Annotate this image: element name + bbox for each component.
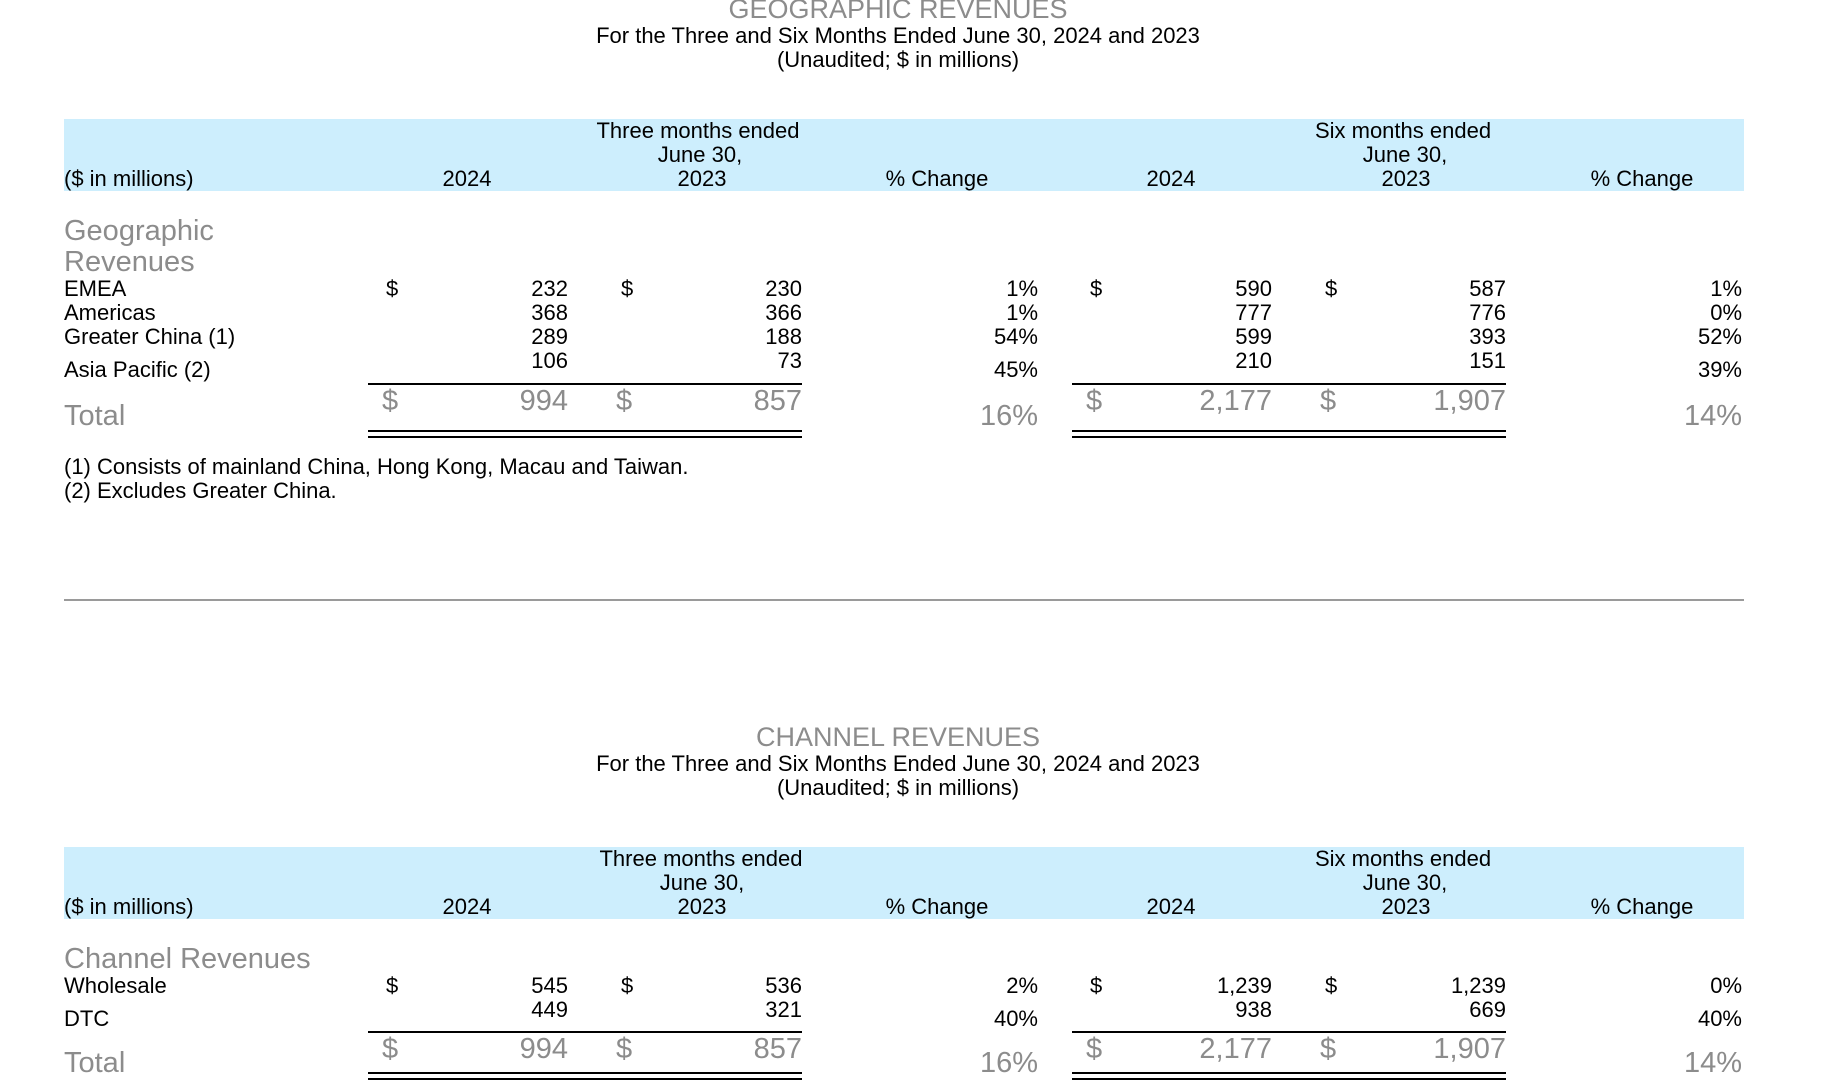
channel-total-six-2024: 2,177 xyxy=(1199,1033,1272,1065)
currency-symbol: $ xyxy=(1090,276,1103,301)
channel-cell-six-2024: 1,239 xyxy=(1216,973,1272,998)
geo-cell-six-pct: 0% xyxy=(1710,300,1742,325)
geo-section-title-2: Revenues xyxy=(64,246,195,278)
currency-symbol: $ xyxy=(621,973,634,998)
channel-header-2023-three: 2023 xyxy=(677,894,727,919)
channel-total-three-pct: 16% xyxy=(979,1047,1038,1079)
geo-cell-three-2023: 188 xyxy=(765,324,802,349)
geo-header-2024-six: 2024 xyxy=(1146,166,1196,191)
channel-header-three-months: Three months ended xyxy=(599,846,803,871)
channel-cell-six-2023: 669 xyxy=(1469,997,1506,1022)
geo-cell-three-2023: 73 xyxy=(777,348,802,373)
channel-cell-three-2024: 449 xyxy=(531,997,568,1022)
total-double-rule xyxy=(368,1072,802,1080)
channel-total-six-2023: 1,907 xyxy=(1433,1033,1506,1065)
geo-cell-six-2024: 599 xyxy=(1235,324,1272,349)
subtotal-rule xyxy=(368,1031,802,1033)
currency-symbol: $ xyxy=(386,276,399,301)
geo-total-three-2023: 857 xyxy=(753,385,802,417)
channel-cell-three-2024: 545 xyxy=(531,973,568,998)
total-double-rule xyxy=(368,430,802,438)
channel-subtitle: For the Three and Six Months Ended June 30, 2024 and 2023 xyxy=(596,751,1200,776)
channel-total-three-2023: 857 xyxy=(753,1033,802,1065)
geo-footnote-2: (2) Excludes Greater China. xyxy=(64,478,337,503)
geo-cell-six-2024: 590 xyxy=(1235,276,1272,301)
geo-total-three-2024: 994 xyxy=(519,385,568,417)
channel-header-2023-six: 2023 xyxy=(1381,894,1431,919)
section-divider xyxy=(64,599,1744,601)
channel-header-units: ($ in millions) xyxy=(64,894,194,919)
currency-symbol: $ xyxy=(1325,973,1338,998)
channel-total-label: Total xyxy=(64,1047,126,1079)
geo-total-label: Total xyxy=(64,400,126,432)
geo-header-three-months: Three months ended xyxy=(596,118,800,143)
geo-header-six-months: Six months ended xyxy=(1314,118,1492,143)
geo-cell-six-pct: 39% xyxy=(1697,357,1742,382)
geo-cell-six-pct: 52% xyxy=(1697,324,1742,349)
channel-subtitle-units: (Unaudited; $ in millions) xyxy=(776,775,1020,800)
currency-symbol: $ xyxy=(386,973,399,998)
channel-total-three-2024: 994 xyxy=(519,1033,568,1065)
geo-row-label: Greater China (1) xyxy=(64,324,236,349)
channel-title: CHANNEL REVENUES xyxy=(755,722,1041,752)
geo-total-three-pct: 16% xyxy=(979,400,1038,432)
channel-header-pct-three: % Change xyxy=(885,894,989,919)
geo-header-six-date: June 30, xyxy=(1362,142,1448,167)
geo-cell-three-pct: 1% xyxy=(1006,276,1038,301)
channel-section-title: Channel Revenues xyxy=(64,943,311,975)
channel-cell-six-pct: 0% xyxy=(1710,973,1742,998)
currency-symbol: $ xyxy=(1325,276,1338,301)
geo-cell-six-2024: 777 xyxy=(1235,300,1272,325)
subtotal-rule xyxy=(368,383,802,385)
currency-symbol: $ xyxy=(382,1033,399,1065)
geo-row-label: Asia Pacific (2) xyxy=(64,357,211,382)
channel-cell-six-2024: 938 xyxy=(1235,997,1272,1022)
geo-cell-three-pct: 45% xyxy=(993,357,1038,382)
geo-cell-three-pct: 1% xyxy=(1006,300,1038,325)
geo-total-six-2024: 2,177 xyxy=(1199,385,1272,417)
geo-total-six-2023: 1,907 xyxy=(1433,385,1506,417)
geo-header-pct-three: % Change xyxy=(885,166,989,191)
currency-symbol: $ xyxy=(1320,385,1337,417)
geo-header-pct-six: % Change xyxy=(1590,166,1694,191)
channel-row-label: DTC xyxy=(64,1006,110,1031)
geo-subtitle: For the Three and Six Months Ended June 30, 2024 and 2023 xyxy=(596,23,1200,48)
channel-cell-three-2023: 536 xyxy=(765,973,802,998)
geo-cell-six-2023: 776 xyxy=(1469,300,1506,325)
channel-header-six-months: Six months ended xyxy=(1314,846,1492,871)
geo-row-label: EMEA xyxy=(64,276,127,301)
channel-header-six-date: June 30, xyxy=(1362,870,1448,895)
channel-cell-three-pct: 2% xyxy=(1006,973,1038,998)
geo-cell-three-2024: 289 xyxy=(531,324,568,349)
geo-section-title: Geographic xyxy=(64,215,214,247)
geo-cell-six-2024: 210 xyxy=(1235,348,1272,373)
channel-total-six-pct: 14% xyxy=(1683,1047,1742,1079)
geo-total-six-pct: 14% xyxy=(1683,400,1742,432)
geo-row-label: Americas xyxy=(64,300,156,325)
geo-header-2024-three: 2024 xyxy=(442,166,492,191)
geo-cell-three-2023: 366 xyxy=(765,300,802,325)
channel-cell-six-2023: 1,239 xyxy=(1450,973,1506,998)
geo-footnote-1: (1) Consists of mainland China, Hong Kong, Macau and Taiwan. xyxy=(64,454,689,479)
currency-symbol: $ xyxy=(1086,1033,1103,1065)
geo-title: GEOGRAPHIC REVENUES xyxy=(728,0,1068,24)
channel-header-2024-six: 2024 xyxy=(1146,894,1196,919)
geo-cell-three-2024: 368 xyxy=(531,300,568,325)
channel-cell-three-2023: 321 xyxy=(765,997,802,1022)
geo-cell-six-2023: 151 xyxy=(1469,348,1506,373)
currency-symbol: $ xyxy=(616,1033,633,1065)
channel-header-three-date: June 30, xyxy=(659,870,745,895)
geo-cell-three-2023: 230 xyxy=(765,276,802,301)
geo-cell-six-2023: 393 xyxy=(1469,324,1506,349)
total-double-rule xyxy=(1072,1072,1506,1080)
geo-cell-six-2023: 587 xyxy=(1469,276,1506,301)
geo-cell-three-2024: 232 xyxy=(531,276,568,301)
currency-symbol: $ xyxy=(616,385,633,417)
currency-symbol: $ xyxy=(1090,973,1103,998)
geo-cell-three-2024: 106 xyxy=(531,348,568,373)
geo-cell-three-pct: 54% xyxy=(993,324,1038,349)
geo-cell-six-pct: 1% xyxy=(1710,276,1742,301)
channel-cell-six-pct: 40% xyxy=(1697,1006,1742,1031)
currency-symbol: $ xyxy=(1086,385,1103,417)
total-double-rule xyxy=(1072,430,1506,438)
currency-symbol: $ xyxy=(382,385,399,417)
channel-header-2024-three: 2024 xyxy=(442,894,492,919)
currency-symbol: $ xyxy=(621,276,634,301)
channel-cell-three-pct: 40% xyxy=(993,1006,1038,1031)
geo-subtitle-units: (Unaudited; $ in millions) xyxy=(776,47,1020,72)
geo-header-three-date: June 30, xyxy=(657,142,743,167)
geo-header-2023-six: 2023 xyxy=(1381,166,1431,191)
geo-header-2023-three: 2023 xyxy=(677,166,727,191)
channel-header-pct-six: % Change xyxy=(1590,894,1694,919)
geo-header-units: ($ in millions) xyxy=(64,166,194,191)
channel-row-label: Wholesale xyxy=(64,973,167,998)
currency-symbol: $ xyxy=(1320,1033,1337,1065)
